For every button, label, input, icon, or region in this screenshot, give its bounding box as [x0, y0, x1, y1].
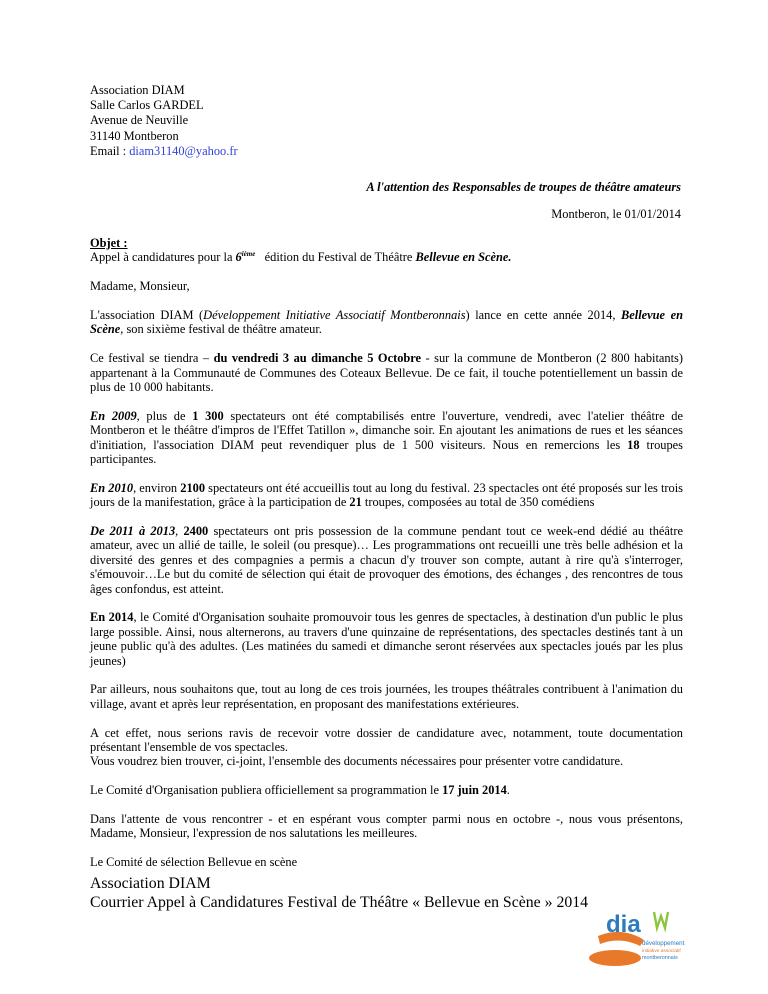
- sender-street: Avenue de Neuville: [90, 113, 189, 128]
- logo-tagline-2: initiative associatif: [642, 949, 681, 954]
- sender-city: 31140 Montberon: [90, 128, 179, 143]
- paragraph-2009: En 2009, plus de 1 300 spectateurs ont été comptabilisés entre l'ouverture, vendredi, avec l'atelier théâtre de Montberon et le théâtre d'impros de l'Effet Tatillon », dimanche soir. En ajoutant les animations de rues et les séances d'initiation, l'association DIAM peut revendiquer plus de 1 500 visiteurs. Nous en remercions les 18 troupes participantes.: [90, 408, 683, 467]
- paragraph-programmation: Le Comité d'Organisation publiera officiellement sa programmation le 17 juin 2014.: [90, 783, 510, 798]
- objet-paragraph: [90, 236, 683, 265]
- paragraph-candidature: A cet effet, nous serions ravis de recevoir votre dossier de candidature avec, notamment, toute documentation présentant l'ensemble de vos spectacles. Vous voudrez bien trouver, ci-joint, l'ensemble des documents nécessaires pour présenter votre candidature.: [90, 725, 683, 769]
- edition-suffix: ième: [241, 250, 256, 259]
- sender-address: [90, 83, 238, 159]
- salutation: Madame, Monsieur,: [90, 279, 190, 294]
- objet-label: Objet :: [90, 236, 128, 250]
- paragraph-closing: Dans l'attente de vous rencontrer - et en espérant vous compter parmi nous en octobre -, nous vous présentons, Madame, Monsieur, l'expression de nos salutations les meilleures.: [90, 812, 683, 841]
- diam-acronym-expansion: Développement Initiative Associatif Montberonnais: [203, 308, 466, 322]
- paragraph-intro: L'association DIAM (Développement Initiative Associatif Montberonnais) lance en cette année 2014, Bellevue en Scène, son sixième festival de théâtre amateur.: [90, 308, 684, 337]
- objet-text-mid: édition du Festival de Théâtre: [255, 250, 416, 265]
- sender-name: Association DIAM: [90, 83, 185, 97]
- programme-date: 17 juin 2014: [442, 783, 507, 798]
- logo-green-m: [654, 912, 668, 928]
- logo-orange-base: [589, 950, 641, 966]
- festival-name-inline: Bellevue en Scène: [90, 308, 684, 337]
- footer: [90, 874, 588, 912]
- year-2010: En 2010: [90, 480, 134, 495]
- letter-body: [90, 236, 683, 884]
- footer-association: Association DIAM: [90, 875, 211, 892]
- email-label: Email :: [90, 143, 130, 158]
- diam-logo: [570, 906, 690, 968]
- paragraph-2011-2013: De 2011 à 2013, 2400 spectateurs ont pris possession de la commune pendant tout ce week-end dédié au théâtre amateur, avec un allié de taille, le soleil (ou presque)… Les programmations ont recueilli une très belle adhésion et la diversité des genres et des compagnies a permis a chacun d'y trouver son compte, autant à rire qu'à s'interroger, s'émouvoir…Le but du comité de sélection qui était de provoquer des émotions, des échanges , des rencontres de tous âges confondus, est atteint.: [90, 524, 683, 596]
- paragraph-dates: Ce festival se tiendra – du vendredi 3 au dimanche 5 Octobre - sur la commune de Montberon (2 800 habitants) appartenant à la Communauté de Communes des Coteaux Bellevue. De ce fait, il touche potentiellement un bassin de plus de 10 000 habitants.: [90, 351, 683, 395]
- sender-email-line: [90, 144, 238, 159]
- festival-name: Bellevue en Scène.: [415, 250, 512, 265]
- sender-venue: Salle Carlos GARDEL: [90, 98, 204, 113]
- date-line: Montberon, le 01/01/2014: [551, 207, 681, 221]
- logo-wordmark: dia: [606, 911, 641, 938]
- paragraph-animation: Par ailleurs, nous souhaitons que, tout au long de ces trois journées, les troupes théâtrales contribuent à l'animation du village, avant et après leur représentation, en proposant des manifestations extérieures.: [90, 682, 683, 711]
- footer-title: Courrier Appel à Candidatures Festival de Théâtre « Bellevue en Scène » 2014: [90, 894, 589, 911]
- paragraph-2014: En 2014, le Comité d'Organisation souhaite promouvoir tous les genres de spectacles, à destination d'un public le plus large possible. Ainsi, nous alternerons, au travers d'une quinzaine de représentations, des spectacles destinés tant à un jeune public qu'à des adultes. (Les matinées du samedi et dimanche seront réservées aux spectacles joués par les plus jeunes): [90, 610, 683, 668]
- paragraph-2010: En 2010, environ 2100 spectateurs ont été accueillis tout au long du festival. 23 spectacles ont été proposés sur les trois jours de la manifestation, grâce à la participation de 21 troupes, composées au total de 350 comédiens: [90, 480, 683, 510]
- logo-tagline-3: montberonnais: [642, 955, 678, 961]
- logo-tagline-1: développement: [642, 940, 685, 947]
- festival-dates: du vendredi 3 au dimanche 5 Octobre: [213, 351, 422, 366]
- attention-line: A l'attention des Responsables de troupes de théâtre amateurs: [366, 180, 681, 194]
- year-2014: En 2014: [90, 610, 134, 625]
- years-2011-2013: De 2011 à 2013: [90, 524, 176, 539]
- email-link[interactable]: diam31140@yahoo.fr: [129, 143, 238, 158]
- signature: Le Comité de sélection Bellevue en scène: [90, 855, 298, 870]
- year-2009: En 2009: [90, 408, 137, 423]
- edition-number: 6: [235, 250, 242, 265]
- objet-text: Appel à candidatures pour la: [90, 250, 236, 265]
